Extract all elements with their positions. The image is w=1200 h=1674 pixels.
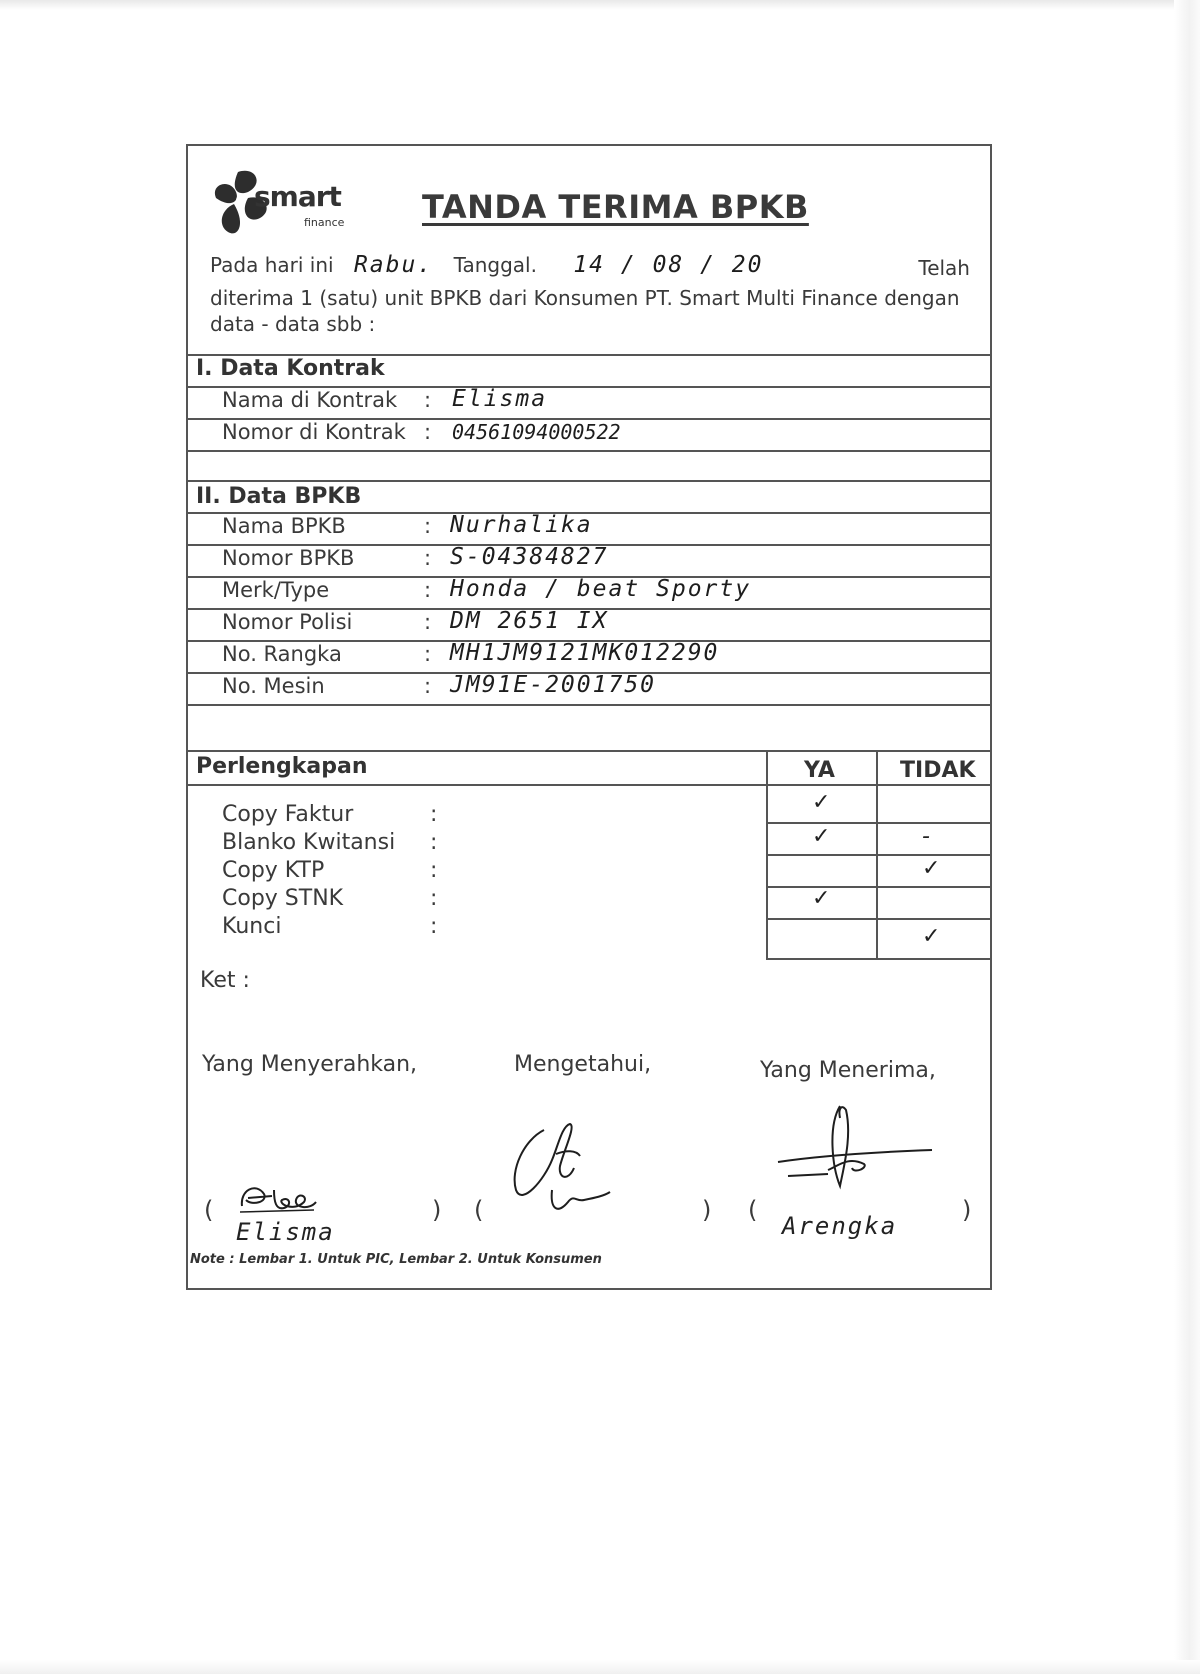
scan-edge-right	[1174, 0, 1200, 1674]
divider	[188, 480, 990, 482]
colon: :	[430, 886, 438, 911]
colon: :	[430, 830, 438, 855]
role-menyerahkan: Yang Menyerahkan,	[202, 1052, 418, 1077]
logo-text: smart	[254, 180, 341, 213]
date-value: 14 / 08 / 20	[573, 252, 764, 278]
check-mark: ✓	[812, 886, 831, 911]
field-label-merk-type: Merk/Type	[222, 578, 330, 602]
logo-subtext: finance	[304, 216, 345, 229]
scan-edge-top	[0, 0, 1200, 10]
checklist-grid	[766, 750, 990, 956]
signature-mengetahui-icon	[504, 1110, 634, 1220]
signer-name-menerima: Arengka	[782, 1212, 898, 1240]
colon: :	[424, 642, 432, 666]
item-label-copy-ktp: Copy KTP	[222, 858, 325, 883]
signature-menerima-icon	[768, 1096, 958, 1206]
field-value-no-mesin: JM91E-2001750	[450, 672, 657, 698]
colon: :	[430, 802, 438, 827]
field-label-nama-kontrak: Nama di Kontrak	[222, 388, 398, 412]
colon: :	[430, 858, 438, 883]
colon: :	[430, 914, 438, 939]
bracket-close: )	[702, 1196, 712, 1224]
colon: :	[424, 674, 432, 698]
bracket-open: (	[204, 1196, 214, 1224]
receipt-form	[186, 144, 992, 1290]
section-heading-perlengkapan: Perlengkapan	[196, 754, 368, 779]
check-mark: -	[922, 824, 930, 849]
intro-line-2: diterima 1 (satu) unit BPKB dari Konsumen PT. Smart Multi Finance dengan	[210, 286, 960, 310]
colon: :	[424, 610, 432, 634]
colon: :	[424, 420, 432, 444]
check-mark: ✓	[812, 790, 831, 815]
bracket-open: (	[748, 1196, 758, 1224]
column-header-tidak: TIDAK	[900, 758, 976, 783]
colon: :	[424, 546, 432, 570]
item-label-blanko-kwitansi: Blanko Kwitansi	[222, 830, 396, 855]
colon: :	[424, 578, 432, 602]
field-value-merk-type: Honda / beat Sporty	[450, 576, 752, 602]
bracket-close: )	[962, 1196, 972, 1224]
colon: :	[424, 388, 432, 412]
intro-line-1	[210, 252, 970, 278]
signer-name-menyerahkan: Elisma	[236, 1218, 335, 1246]
field-value-nama-bpkb: Nurhalika	[450, 512, 593, 538]
ket-label: Ket :	[200, 968, 250, 993]
tanggal-label: Tanggal.	[453, 253, 537, 277]
grid-line	[766, 918, 990, 920]
section-heading-kontrak: I. Data Kontrak	[196, 356, 385, 381]
divider	[188, 704, 990, 706]
field-value-no-rangka: MH1JM9121MK012290	[450, 640, 720, 666]
field-label-nomor-kontrak: Nomor di Kontrak	[222, 420, 406, 444]
check-mark: ✓	[922, 924, 941, 949]
grid-line	[766, 886, 990, 888]
item-label-copy-stnk: Copy STNK	[222, 886, 344, 911]
telah-text: Telah	[918, 256, 970, 280]
grid-line	[766, 822, 990, 824]
check-mark: ✓	[922, 856, 941, 881]
footer-note: Note : Lembar 1. Untuk PIC, Lembar 2. Untuk Konsumen	[190, 1252, 602, 1267]
intro-line-3: data - data sbb :	[210, 312, 376, 336]
grid-line	[766, 784, 990, 786]
grid-line	[766, 958, 990, 960]
intro-prefix: Pada hari ini	[210, 253, 334, 277]
section-heading-bpkb: II. Data BPKB	[196, 484, 362, 509]
field-label-no-mesin: No. Mesin	[222, 674, 325, 698]
check-mark: ✓	[812, 824, 831, 849]
field-value-nomor-polisi: DM 2651 IX	[450, 608, 609, 634]
divider	[188, 450, 990, 452]
scan-edge-bottom	[0, 1660, 1200, 1674]
column-header-ya: YA	[804, 758, 835, 783]
colon: :	[424, 514, 432, 538]
field-value-nama-kontrak: Elisma	[452, 386, 548, 412]
role-menerima: Yang Menerima,	[760, 1058, 936, 1083]
item-label-kunci: Kunci	[222, 914, 282, 939]
role-mengetahui: Mengetahui,	[514, 1052, 652, 1077]
field-value-nomor-kontrak: 04561094000522	[452, 420, 621, 444]
bracket-open: (	[474, 1196, 484, 1224]
field-value-nomor-bpkb: S-04384827	[450, 544, 609, 570]
grid-line	[766, 854, 990, 856]
field-label-nama-bpkb: Nama BPKB	[222, 514, 346, 538]
field-label-nomor-bpkb: Nomor BPKB	[222, 546, 355, 570]
day-value: Rabu.	[353, 252, 434, 278]
document-title: TANDA TERIMA BPKB	[422, 188, 809, 226]
field-label-nomor-polisi: Nomor Polisi	[222, 610, 353, 634]
field-label-no-rangka: No. Rangka	[222, 642, 342, 666]
item-label-copy-faktur: Copy Faktur	[222, 802, 354, 827]
bracket-close: )	[432, 1196, 442, 1224]
